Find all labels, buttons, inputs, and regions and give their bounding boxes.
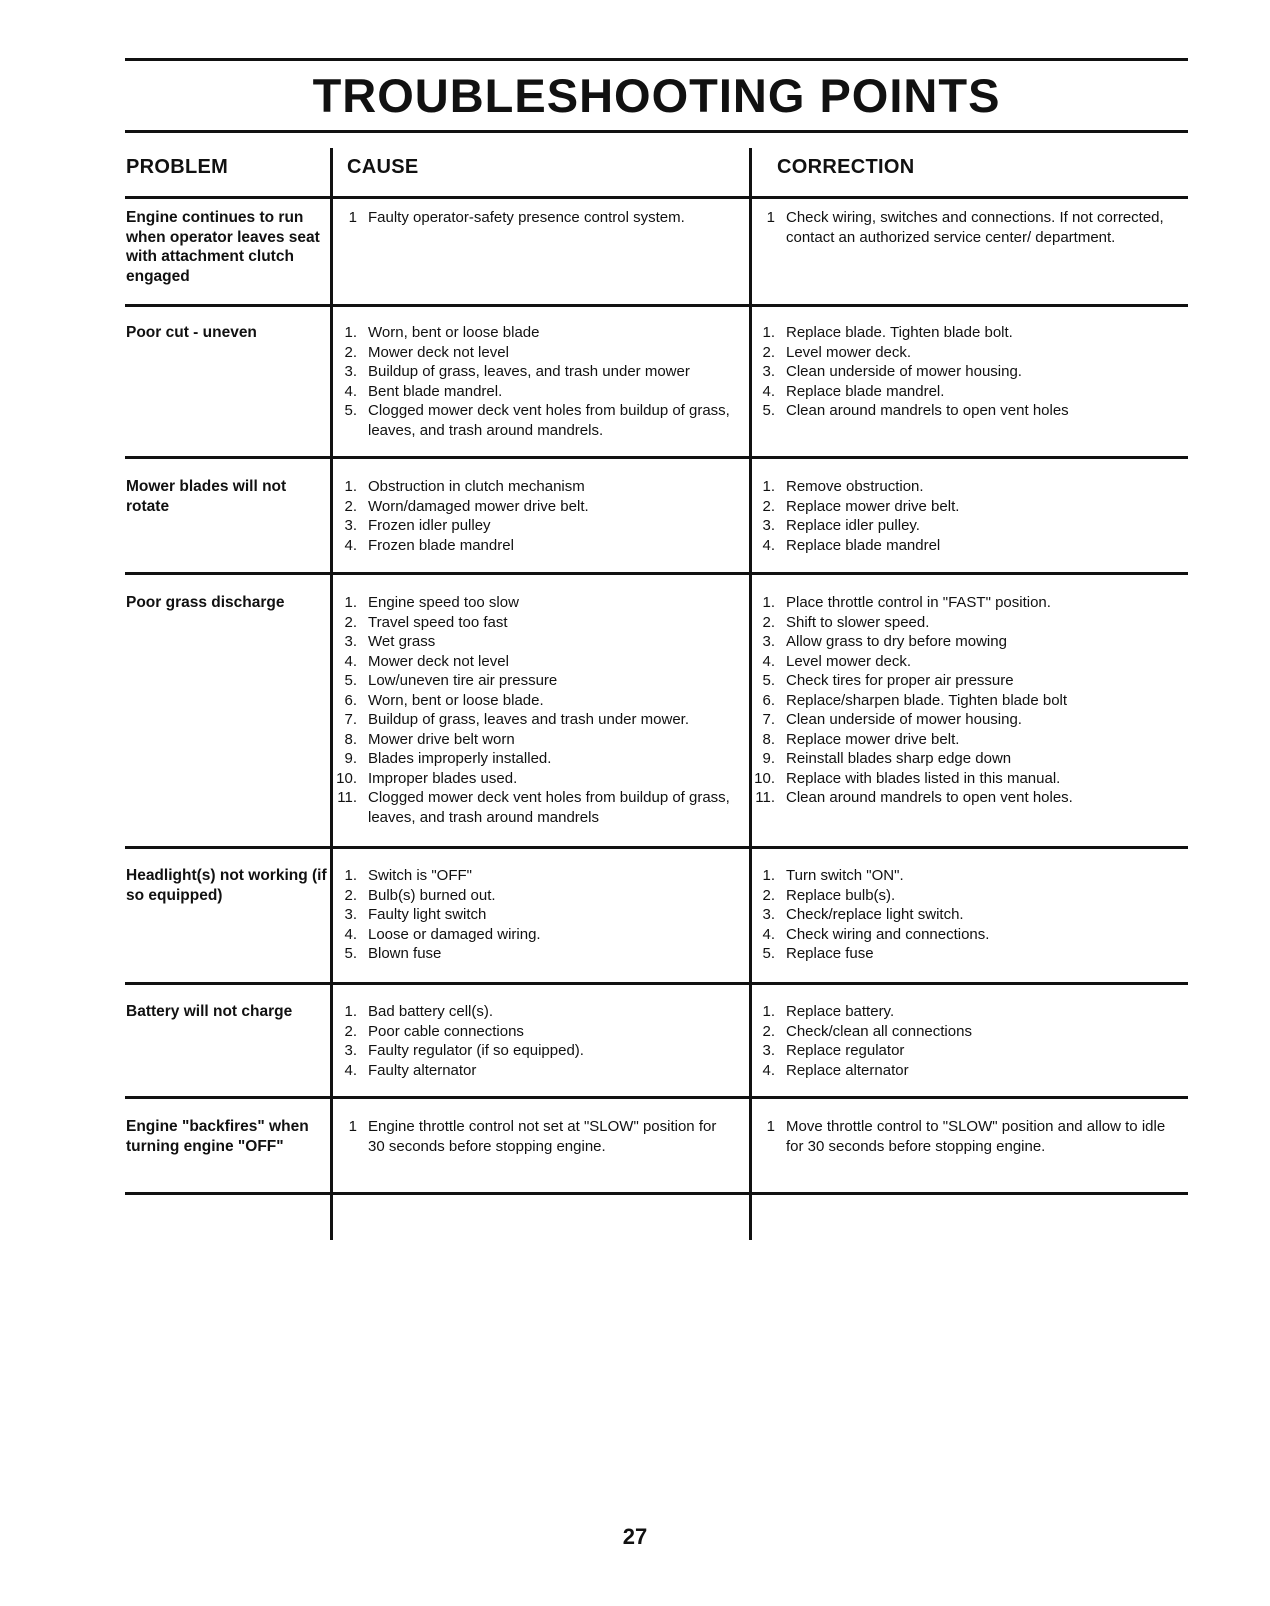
correction-item: 5. Replace fuse [762,945,874,962]
correction-list [753,323,1173,421]
problem-label: Headlight(s) not working (if so equipped) [126,867,327,904]
problem-label: Poor grass discharge [126,594,285,611]
column-header-correction: CORRECTION [777,156,915,178]
page-number: 27 [622,1524,648,1549]
cause-item: 4. Bent blade mandrel. [344,382,503,400]
cause-item: 1 Faulty operator-safety presence control system. [348,209,685,226]
correction-item: 10. Replace with blades listed in this manual. [754,769,1061,787]
cause-list [335,323,730,440]
correction-list [753,593,1173,808]
page-title: TROUBLESHOOTING POINTS [312,69,1001,122]
correction-item: 8. Replace mower drive belt. [762,730,960,748]
row-rule [125,1096,1188,1099]
cause-item: 3. Faulty regulator (if so equipped). [344,1042,584,1059]
cause-list [335,208,730,228]
row-rule [125,846,1188,849]
cause-item: 1. Obstruction in clutch mechanism [344,478,585,495]
correction-item: 1. Turn switch "ON". [762,867,904,884]
cause-item: 2. Travel speed too fast [344,613,508,631]
correction-item: 1 Move throttle control to "SLOW" position and allow to idle for 30 seconds before stopping engine. [766,1118,1166,1155]
correction-item: 4. Replace blade mandrel. [762,382,945,400]
cause-item: 1. Worn, bent or loose blade [344,324,540,341]
column-header-cause: CAUSE [347,156,419,178]
correction-item: 3. Replace regulator [762,1042,905,1059]
row-rule [125,304,1188,307]
cause-item: 10. Improper blades used. [336,769,518,787]
column-divider-cause-correction [749,148,752,1240]
cause-item: 1. Bad battery cell(s). [344,1003,494,1020]
cause-item: 2. Mower deck not level [344,343,509,361]
cause-list [335,1002,730,1080]
correction-item: 3. Clean underside of mower housing. [762,363,1022,380]
cause-item: 2. Bulb(s) burned out. [344,886,496,904]
cause-item: 1. Engine speed too slow [344,594,519,611]
row-rule [125,982,1188,985]
title-rule [125,130,1188,133]
correction-item: 7. Clean underside of mower housing. [762,711,1022,728]
cause-item: 5. Clogged mower deck vent holes from buildup of grass, leaves, and trash around mandrels. [344,402,730,439]
correction-item: 1 Check wiring, switches and connections. If not corrected, contact an authorized service center/ department. [766,209,1164,246]
correction-list [753,208,1173,247]
cause-item: 4. Mower deck not level [344,652,509,670]
correction-item: 11. Clean around mandrels to open vent holes. [755,789,1073,806]
problem-label: Poor cut - uneven [126,324,257,341]
column-header-problem: PROBLEM [126,156,229,178]
cause-item: 5. Low/uneven tire air pressure [344,672,558,689]
cause-item: 3. Frozen idler pulley [344,517,491,534]
correction-item: 4. Level mower deck. [762,652,912,670]
correction-item: 4. Replace alternator [762,1061,909,1079]
problem-label: Engine continues to run when operator leaves seat with attachment clutch engaged [126,209,320,285]
correction-item: 1. Replace battery. [762,1003,895,1020]
correction-list [753,866,1173,964]
problem-label: Mower blades will not rotate [126,478,287,515]
cause-item: 4. Faulty alternator [344,1061,477,1079]
problem-label: Battery will not charge [126,1003,293,1020]
correction-item: 2. Replace mower drive belt. [762,497,960,515]
cause-list [335,477,730,555]
cause-item: 5. Blown fuse [344,945,442,962]
correction-item: 2. Check/clean all connections [762,1022,972,1040]
cause-item: 4. Frozen blade mandrel [344,536,514,554]
correction-item: 2. Replace bulb(s). [762,886,896,904]
cause-item: 3. Wet grass [344,633,436,650]
column-divider-problem-cause [330,148,333,1240]
row-rule [125,1192,1188,1195]
correction-list [753,477,1173,555]
correction-item: 1. Place throttle control in "FAST" position. [762,594,1051,611]
cause-item: 1 Engine throttle control not set at "SLOW" position for 30 seconds before stopping engine. [348,1118,717,1155]
cause-item: 8. Mower drive belt worn [344,730,515,748]
correction-item: 3. Check/replace light switch. [762,906,964,923]
correction-list [753,1002,1173,1080]
cause-item: 4. Loose or damaged wiring. [344,925,541,943]
cause-item: 6. Worn, bent or loose blade. [344,691,544,709]
top-rule [125,58,1188,61]
cause-item: 1. Switch is "OFF" [344,867,472,884]
cause-item: 11. Clogged mower deck vent holes from buildup of grass, leaves, and trash around mandrels [337,789,730,826]
cause-item: 7. Buildup of grass, leaves and trash under mower. [344,711,690,728]
correction-item: 5. Clean around mandrels to open vent holes [762,402,1069,419]
cause-item: 2. Worn/damaged mower drive belt. [344,497,589,515]
correction-item: 1. Replace blade. Tighten blade bolt. [762,324,1013,341]
row-rule [125,572,1188,575]
row-rule [125,456,1188,459]
correction-item: 2. Level mower deck. [762,343,912,361]
correction-item: 5. Check tires for proper air pressure [762,672,1014,689]
cause-list [335,1117,730,1156]
correction-item: 3. Allow grass to dry before mowing [762,633,1007,650]
problem-label: Engine "backfires" when turning engine "OFF" [126,1118,309,1155]
correction-item: 4. Check wiring and connections. [762,925,990,943]
cause-item: 9. Blades improperly installed. [344,750,552,767]
cause-item: 3. Faulty light switch [344,906,487,923]
cause-item: 2. Poor cable connections [344,1022,524,1040]
cause-list [335,866,730,964]
correction-item: 3. Replace idler pulley. [762,517,920,534]
cause-item: 3. Buildup of grass, leaves, and trash under mower [344,363,690,380]
correction-item: 6. Replace/sharpen blade. Tighten blade bolt [762,691,1068,709]
correction-item: 1. Remove obstruction. [762,478,924,495]
correction-item: 4. Replace blade mandrel [762,536,941,554]
correction-list [753,1117,1173,1156]
cause-list [335,593,730,827]
correction-item: 9. Reinstall blades sharp edge down [762,750,1012,767]
header-rule [125,196,1188,199]
correction-item: 2. Shift to slower speed. [762,613,930,631]
